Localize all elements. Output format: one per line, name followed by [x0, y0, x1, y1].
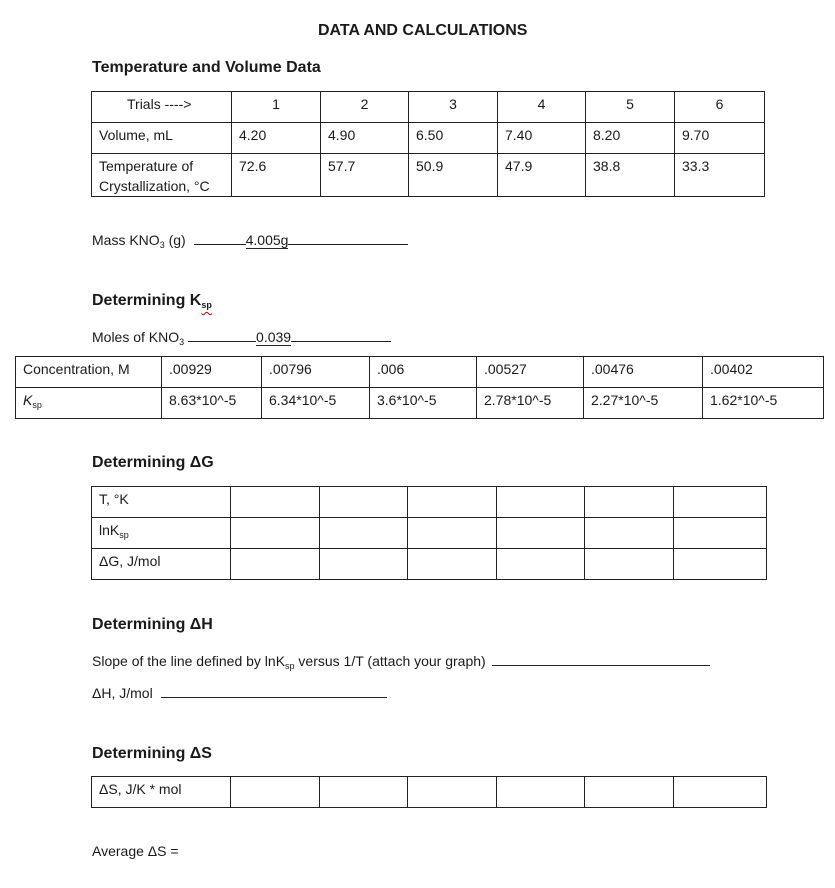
- temperature-cell: 50.9: [409, 154, 498, 197]
- blank-cell[interactable]: [674, 487, 767, 518]
- trial-number: 4: [498, 92, 586, 123]
- ksp-header-k: K: [23, 392, 33, 408]
- delta-s-row: [92, 777, 767, 808]
- volume-row: [92, 123, 765, 154]
- dh-label: ΔH, J/mol: [92, 685, 153, 701]
- temperature-header: [92, 154, 232, 197]
- ksp-row: [16, 388, 824, 419]
- blank-cell[interactable]: [497, 777, 585, 808]
- blank-cell[interactable]: [231, 518, 320, 549]
- temperature-cell: 72.6: [232, 154, 321, 197]
- blank-cell[interactable]: [674, 518, 767, 549]
- blank-cell[interactable]: [320, 549, 408, 580]
- blank-cell[interactable]: [320, 518, 408, 549]
- temperature-header-line1: Temperature of: [99, 158, 194, 174]
- concentration-header: Concentration, M: [16, 357, 162, 388]
- blank-cell[interactable]: [497, 518, 585, 549]
- moles-blank-left: [188, 327, 256, 342]
- blank-cell[interactable]: [585, 777, 674, 808]
- blank-cell[interactable]: [497, 487, 585, 518]
- average-ds-label: Average ΔS =: [92, 843, 179, 859]
- mass-blank-left: [194, 230, 246, 245]
- moles-label-subscript: 3: [179, 337, 185, 347]
- ln-ksp-label: lnK: [99, 522, 120, 538]
- temperature-row: [92, 154, 765, 197]
- moles-blank-right: [291, 327, 391, 342]
- moles-label: Moles of KNO: [92, 329, 180, 345]
- blank-cell[interactable]: [320, 777, 408, 808]
- delta-g-row: [92, 549, 767, 580]
- mass-blank-right: [288, 230, 408, 245]
- blank-cell[interactable]: [497, 549, 585, 580]
- trial-number: 1: [232, 92, 321, 123]
- ksp-header-subscript: sp: [32, 400, 42, 410]
- mass-unit: (g): [168, 232, 186, 248]
- ksp-cell: 8.63*10^-5: [162, 388, 262, 419]
- concentration-cell: .00476: [584, 357, 703, 388]
- mass-line: [92, 230, 408, 250]
- ksp-cell: 2.78*10^-5: [477, 388, 584, 419]
- concentration-cell: .00402: [703, 357, 824, 388]
- ksp-heading-text: Determining K: [92, 292, 202, 309]
- ds-table: [91, 776, 767, 808]
- concentration-row: [16, 357, 824, 388]
- ksp-header: [16, 388, 162, 419]
- dh-line: [92, 683, 387, 701]
- blank-cell[interactable]: [231, 487, 320, 518]
- dh-blank[interactable]: [161, 683, 387, 698]
- concentration-cell: .006: [370, 357, 477, 388]
- temp-volume-table: [91, 91, 765, 197]
- blank-cell[interactable]: [585, 518, 674, 549]
- page-title: DATA AND CALCULATIONS: [318, 22, 528, 39]
- blank-cell[interactable]: [674, 549, 767, 580]
- temperature-k-row: [92, 487, 767, 518]
- temperature-cell: 38.8: [586, 154, 675, 197]
- volume-header: Volume, mL: [92, 123, 232, 154]
- slope-label-b: versus 1/T (attach your graph): [294, 653, 486, 669]
- blank-cell[interactable]: [674, 777, 767, 808]
- trial-number: 5: [586, 92, 675, 123]
- concentration-cell: .00527: [477, 357, 584, 388]
- volume-cell: 8.20: [586, 123, 675, 154]
- slope-blank[interactable]: [492, 651, 710, 666]
- temperature-cell: 57.7: [321, 154, 409, 197]
- ln-ksp-header: [92, 518, 231, 549]
- temperature-cell: 33.3: [675, 154, 765, 197]
- temperature-header-line2: Crystallization, °C: [99, 178, 210, 194]
- blank-cell[interactable]: [408, 549, 497, 580]
- mass-label: Mass KNO: [92, 232, 160, 248]
- concentration-cell: .00929: [162, 357, 262, 388]
- trial-number: 3: [409, 92, 498, 123]
- blank-cell[interactable]: [585, 549, 674, 580]
- concentration-cell: .00796: [262, 357, 370, 388]
- dh-heading: Determining ΔH: [92, 616, 213, 633]
- trial-number: 6: [675, 92, 765, 123]
- volume-cell: 4.20: [232, 123, 321, 154]
- blank-cell[interactable]: [320, 487, 408, 518]
- trials-row: [92, 92, 765, 123]
- temperature-cell: 47.9: [498, 154, 586, 197]
- ksp-heading-subscript: sp: [201, 300, 212, 310]
- volume-cell: 9.70: [675, 123, 765, 154]
- moles-line: [92, 327, 391, 347]
- blank-cell[interactable]: [231, 777, 320, 808]
- trial-number: 2: [321, 92, 409, 123]
- delta-g-header: ΔG, J/mol: [92, 549, 231, 580]
- temperature-k-header: T, °K: [92, 487, 231, 518]
- volume-cell: 4.90: [321, 123, 409, 154]
- blank-cell[interactable]: [408, 518, 497, 549]
- dg-table: [91, 486, 767, 580]
- blank-cell[interactable]: [585, 487, 674, 518]
- blank-cell[interactable]: [231, 549, 320, 580]
- ds-heading: Determining ΔS: [92, 745, 212, 762]
- blank-cell[interactable]: [408, 487, 497, 518]
- slope-label-subscript: sp: [285, 661, 295, 671]
- blank-cell[interactable]: [408, 777, 497, 808]
- dg-heading: Determining ΔG: [92, 454, 214, 471]
- volume-cell: 7.40: [498, 123, 586, 154]
- moles-value: 0.039: [256, 329, 292, 345]
- ksp-cell: 3.6*10^-5: [370, 388, 477, 419]
- trials-header: Trials ---->: [92, 92, 232, 123]
- ksp-cell: 6.34*10^-5: [262, 388, 370, 419]
- delta-s-header: ΔS, J/K * mol: [92, 777, 231, 808]
- ksp-cell: 1.62*10^-5: [703, 388, 824, 419]
- slope-label-a: Slope of the line defined by lnK: [92, 653, 286, 669]
- mass-value: 4.005g: [245, 232, 289, 248]
- ln-ksp-subscript: sp: [119, 530, 129, 540]
- temp-volume-heading: Temperature and Volume Data: [92, 59, 321, 76]
- mass-label-subscript: 3: [159, 240, 165, 250]
- slope-line: [92, 651, 710, 671]
- ln-ksp-row: [92, 518, 767, 549]
- volume-cell: 6.50: [409, 123, 498, 154]
- ksp-table: [15, 356, 824, 419]
- ksp-cell: 2.27*10^-5: [584, 388, 703, 419]
- ksp-heading: [92, 292, 212, 310]
